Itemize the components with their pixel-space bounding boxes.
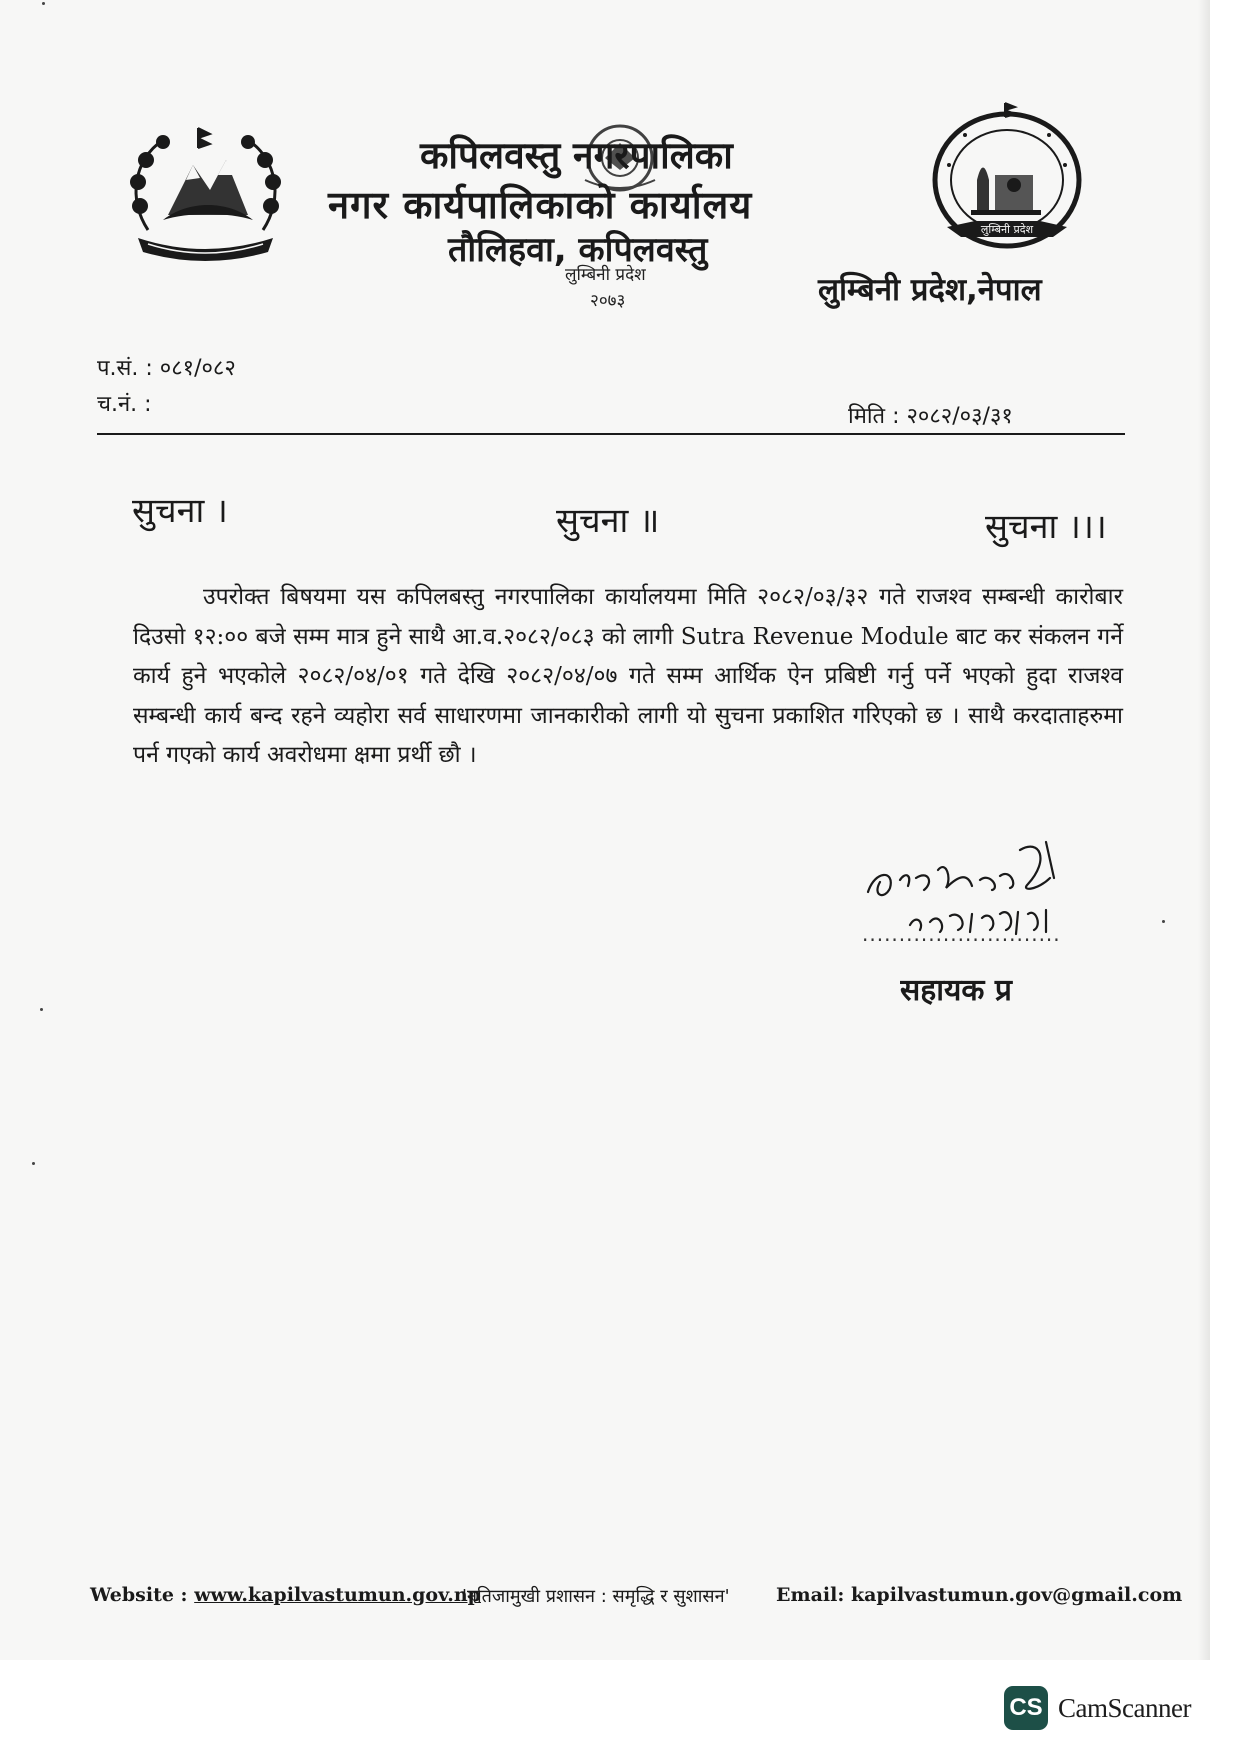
notice-heading-3: सुचना ।।। xyxy=(985,507,1107,547)
signature-line: ........................... xyxy=(862,922,1061,946)
footer-website xyxy=(90,1584,481,1606)
municipality-seal-icon xyxy=(925,95,1090,265)
notice-heading-2: सुचना ॥ xyxy=(556,501,660,541)
camscanner-watermark xyxy=(1004,1686,1191,1730)
scan-speck xyxy=(42,2,45,5)
scan-speck xyxy=(1162,920,1165,923)
footer-email: Email: kapilvastumun.gov@gmail.com xyxy=(776,1584,1183,1606)
stamp-text-province: लुम्बिनी प्रदेश xyxy=(565,265,646,285)
notice-heading-1: सुचना । xyxy=(132,491,228,531)
dispatch-number: च.नं. : xyxy=(97,392,152,417)
seal-motto-text: लुम्बिनी प्रदेश xyxy=(980,223,1034,236)
footer-motto: 'नतिजामुखी प्रशासन : समृद्धि र सुशासन' xyxy=(462,1586,730,1607)
scan-speck xyxy=(32,1162,35,1165)
municipality-name: कपिलवस्तु नगरपालिका xyxy=(420,134,733,177)
province-country: लुम्बिनी प्रदेश,नेपाल xyxy=(818,272,1042,308)
office-name: नगर कार्यपालिकाको कार्यालय xyxy=(328,183,753,227)
letter-number: प.सं. : ०८१/०८२ xyxy=(97,356,236,381)
notice-body: उपरोक्त बिषयमा यस कपिलबस्तु नगरपालिका कार्यालयमा मिति २०८२/०३/३२ गते राजश्व सम्बन्धी कारोबार दिउसो १२:०० बजे सम्म मात्र हुने साथै आ.व.२०८२/०८३ को लागी Sutra Revenue Module बाट कर संकलन गर्ने कार्य हुने भएकोले २०८२/०४/०१ गते देखि २०८२/०४/०७ गते सम्म आर्थिक ऐन प्रबिष्टी गर्नु पर्ने भएको हुदा राजश्व सम्बन्धी कार्य बन्द रहने व्यहोरा सर्व साधारणमा जानकारीको लागी यो सुचना प्रकाशित गरिएको छ । साथै करदाताहरुमा पर्न गएको कार्य अवरोधमा क्षमा प्रर्थी छौ । xyxy=(133,584,1123,768)
letter-date: मिति : २०८२/०३/३१ xyxy=(848,404,1013,429)
nepal-emblem-icon xyxy=(118,120,293,270)
camscanner-name: CamScanner xyxy=(1058,1692,1191,1723)
stamp-text-year: २०७३ xyxy=(590,291,626,311)
signatory-title: सहायक प्र xyxy=(900,973,1012,1008)
header-divider xyxy=(97,433,1125,435)
footer-website-label: Website : xyxy=(90,1584,195,1606)
camscanner-logo-icon: CS xyxy=(1004,1686,1048,1730)
scan-speck xyxy=(40,1008,43,1011)
footer-website-link[interactable]: www.kapilvastumun.gov.np xyxy=(194,1584,481,1606)
office-address: तौलिहवा, कपिलवस्तु xyxy=(448,230,708,270)
scan-edge-shadow xyxy=(1198,0,1210,1660)
